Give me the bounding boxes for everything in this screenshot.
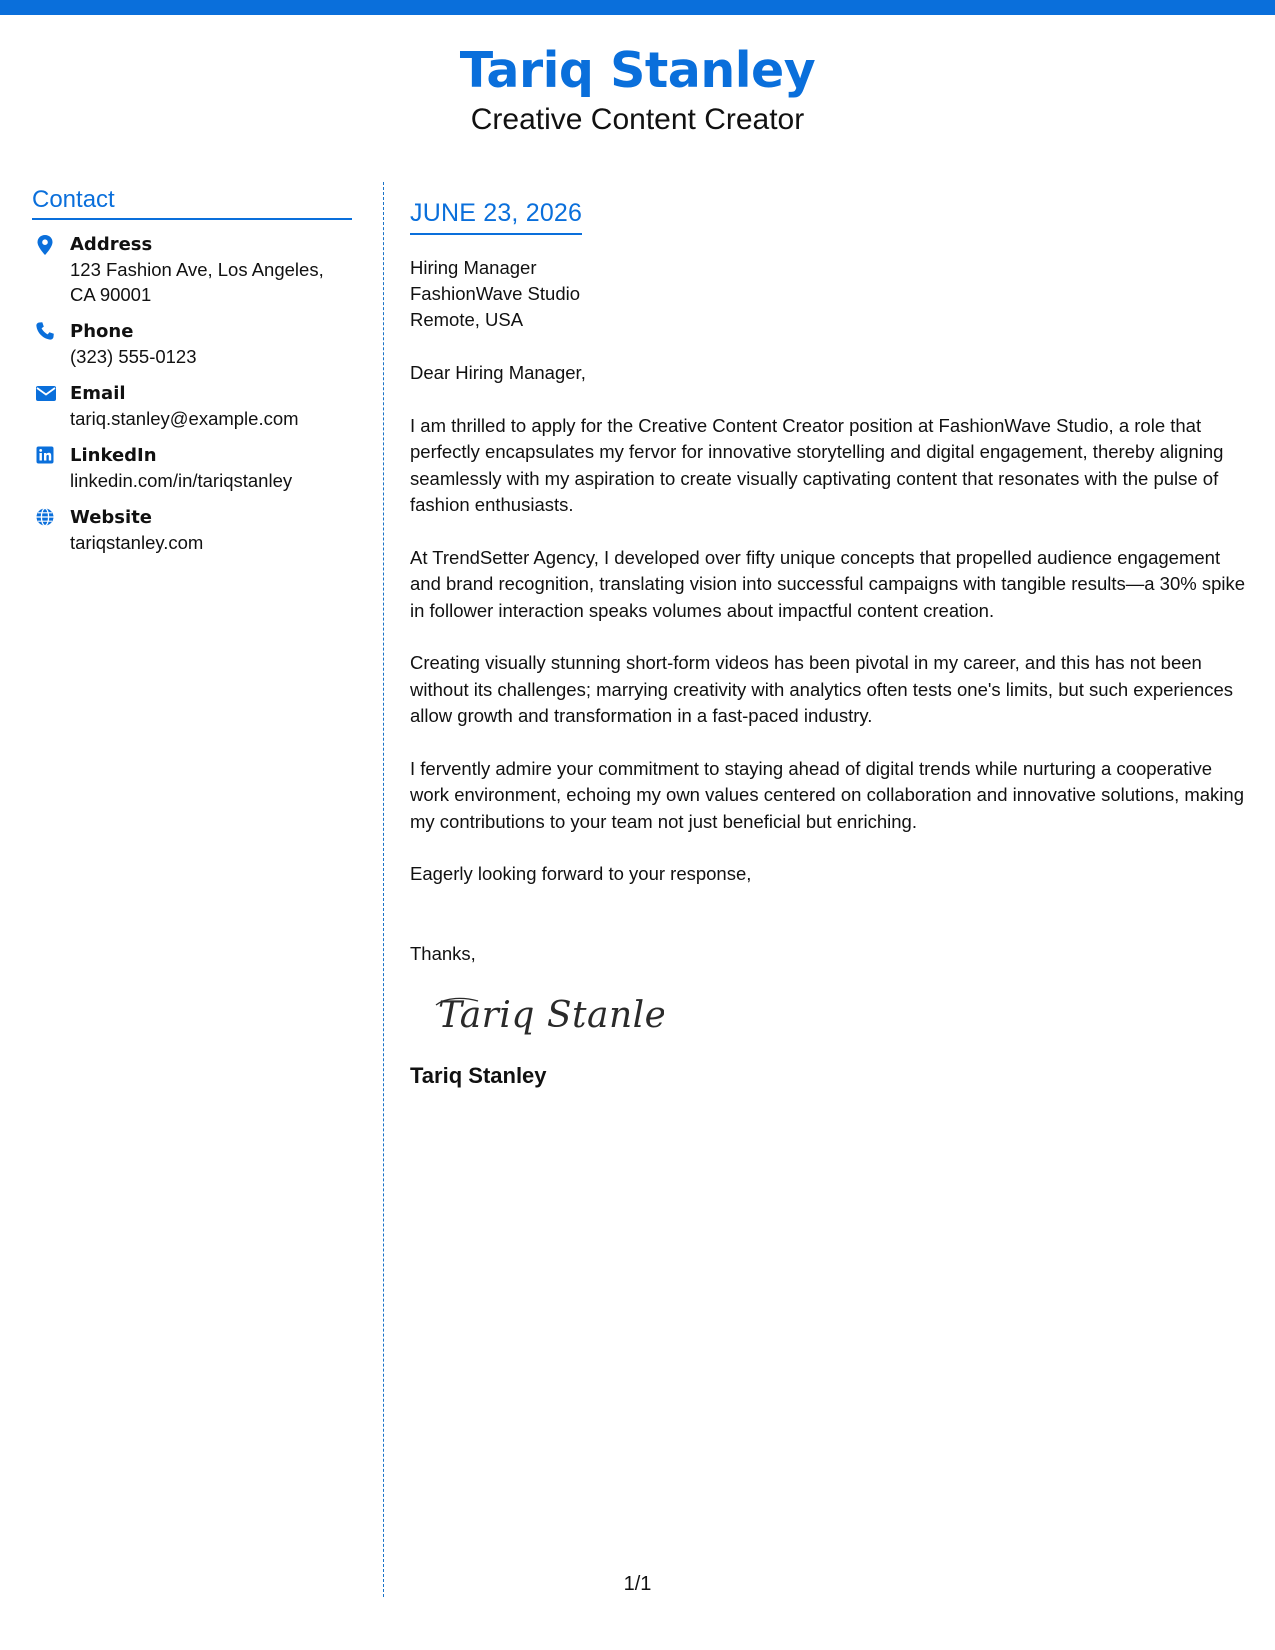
sign-off: Thanks, (410, 942, 476, 964)
recipient-line: Hiring Manager (410, 257, 537, 278)
phone-value: (323) 555-0123 (70, 346, 197, 367)
envelope-icon (35, 383, 57, 405)
top-accent-bar (0, 0, 1275, 15)
closing-line: Eagerly looking forward to your response, (410, 863, 752, 884)
contact-item-website (32, 505, 352, 555)
letter-body (410, 196, 1245, 1091)
address-line-2: CA 90001 (70, 284, 152, 305)
contact-sidebar (32, 184, 352, 567)
signer-name: Tariq Stanley (410, 1063, 547, 1088)
contact-label: Phone (70, 321, 134, 342)
phone-icon (35, 321, 57, 343)
applicant-title: Creative Content Creator (470, 103, 805, 136)
signature-glyphs: Tariq Stanley (438, 995, 664, 1036)
handwritten-signature (434, 985, 664, 1045)
body-paragraph: At TrendSetter Agency, I developed over fifty unique concepts that propelled audience engagement and brand recognition, translating vision into successful campaigns with tangible results—a 30% spike in follower interaction speaks volumes about impactful content creation. (410, 546, 1246, 621)
body-paragraph: I fervently admire your commitment to staying ahead of digital trends while nurturing a cooperative work environment, echoing my own values centered on collaboration and innovative solutions, making my contributions to your team not just beneficial but enriching. (410, 757, 1244, 832)
contact-item-email (32, 381, 352, 431)
column-divider (383, 182, 384, 1597)
page-number: 1/1 (623, 1573, 652, 1595)
globe-icon (35, 507, 57, 529)
contact-list (32, 232, 352, 555)
contact-label: Website (70, 507, 153, 528)
contact-section-title: Contact (32, 184, 352, 220)
recipient-block (410, 255, 1245, 333)
letter-header (0, 40, 1275, 138)
contact-label: Email (70, 383, 126, 404)
body-paragraph: I am thrilled to apply for the Creative Content Creator position at FashionWave Studio, a role that perfectly encapsulates my fervor for innovative storytelling and digital engagement, thereby aligning seamlessly with my aspiration to create visually captivating content that resonates with the pulse of fashion enthusiasts. (410, 414, 1224, 515)
linkedin-value: linkedin.com/in/tariqstanley (70, 470, 293, 491)
recipient-line: Remote, USA (410, 309, 524, 330)
applicant-name: Tariq Stanley (459, 42, 816, 99)
contact-item-address (32, 232, 352, 307)
recipient-line: FashionWave Studio (410, 283, 581, 304)
contact-label: Address (70, 234, 153, 255)
email-value: tariq.stanley@example.com (70, 408, 299, 429)
map-pin-icon (35, 234, 57, 256)
address-line-1: 123 Fashion Ave, Los Angeles, (70, 259, 324, 280)
letter-date: JUNE 23, 2026 (410, 196, 582, 235)
website-value: tariqstanley.com (70, 532, 204, 553)
contact-label: LinkedIn (70, 445, 157, 466)
linkedin-icon (35, 445, 57, 467)
contact-item-phone (32, 319, 352, 369)
body-paragraph: Creating visually stunning short-form videos has been pivotal in my career, and this has not been without its challenges; marrying creativity with analytics often tests one's limits, but such experiences allow growth and transformation in a fast-paced industry. (410, 652, 1234, 726)
salutation: Dear Hiring Manager, (410, 362, 586, 383)
contact-item-linkedin (32, 443, 352, 493)
